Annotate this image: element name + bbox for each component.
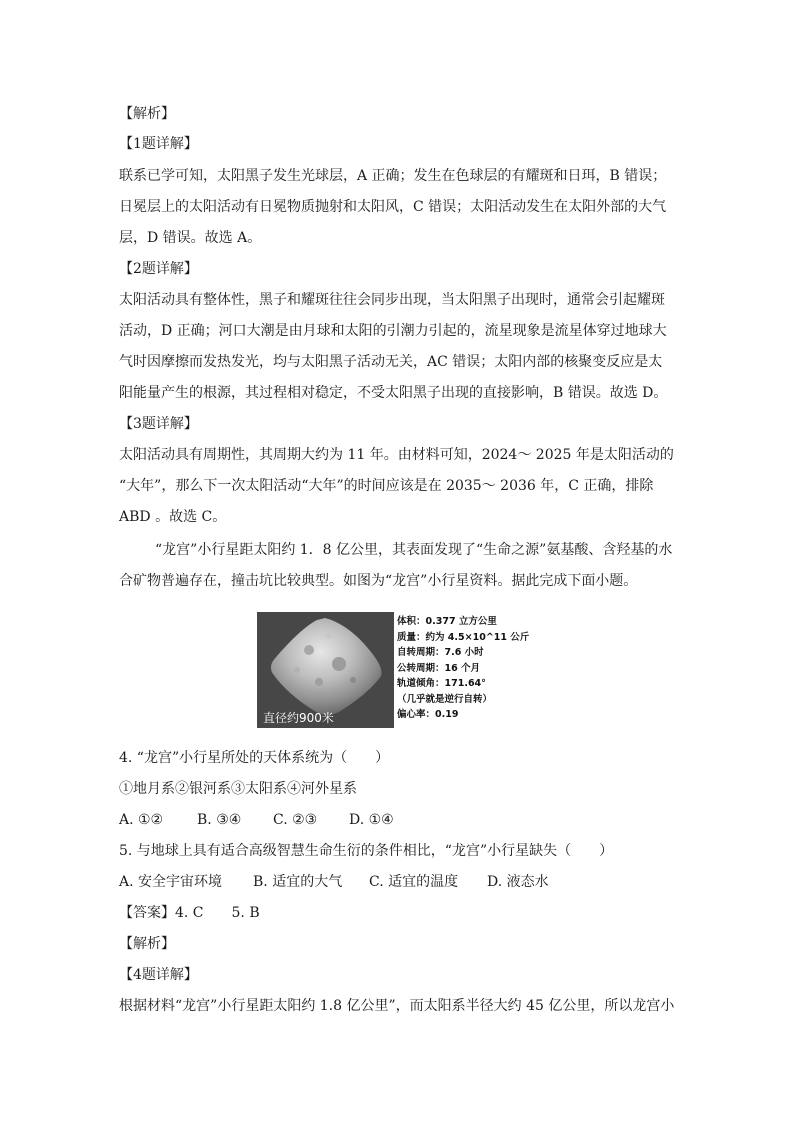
q4-heading: 【4题详解】: [119, 967, 198, 983]
q2-line: 阳能量产生的根源，其过程相对稳定，不受太阳黑子出现的直接影响，B 错误。故选 D。: [119, 385, 668, 401]
q4-analysis-line: 根据材料“龙宫”小行星距太阳约 1.8 亿公里”，而太阳系半径大约 45 亿公里，所以龙宫小: [119, 998, 675, 1014]
spec-rotation-period: 自转周期：7.6 小时: [397, 647, 484, 658]
q3-heading: 【3题详解】: [119, 416, 198, 432]
q1-line: 日冕层上的太阳活动有日冕物质抛射和太阳风，C 错误；太阳活动发生在太阳外部的大气: [119, 199, 667, 215]
spec-eccentricity: 偏心率：0.19: [397, 709, 459, 720]
q4-stem: 4. “龙宫”小行星所处的天体系统为（ ）: [119, 750, 390, 766]
q5-stem: 5. 与地球上具有适合高级智慧生命生衍的条件相比，“龙宫”小行星缺失（ ）: [119, 843, 614, 859]
asteroid-photo: [257, 612, 394, 728]
q1-heading: 【1题详解】: [119, 136, 198, 152]
q5-option-c: C. 适宜的温度: [369, 874, 459, 890]
q4-option-b: B. ③④: [197, 812, 242, 828]
q3-line: 太阳活动具有周期性，其周期大约为 11 年。由材料可知，2024～ 2025 年是太阳活动的: [119, 447, 674, 463]
q1-line: 联系已学可知，太阳黑子发生光球层，A 正确；发生在色球层的有耀斑和日珥，B 错误；: [119, 168, 667, 184]
asteroid-info-figure: [257, 612, 545, 728]
analysis-heading-2: 【解析】: [119, 936, 175, 952]
asteroid-specs: [397, 614, 545, 723]
q1-line: 层，D 错误。故选 A。: [119, 230, 262, 246]
q4-option-d: D. ①④: [349, 812, 394, 828]
q4-options: [119, 810, 679, 830]
q2-line: 太阳活动具有整体性，黑子和耀斑往往会同步出现，当太阳黑子出现时，通常会引起耀斑: [119, 292, 665, 308]
q4-items: ①地月系②银河系③太阳系④河外星系: [119, 781, 357, 797]
q4-option-a: A. ①②: [119, 812, 164, 828]
q5-option-d: D. 液态水: [487, 874, 549, 890]
q5-options: [119, 872, 679, 892]
diameter-label: 直径约900米: [263, 711, 334, 725]
q2-line: 气时因摩擦而发热发光，均与太阳黑子活动无关，AC 错误；太阳内部的核聚变反应是太: [119, 354, 663, 370]
q4-option-c: C. ②③: [273, 812, 318, 828]
q3-line: ABD 。故选 C。: [119, 509, 227, 525]
q5-option-b: B. 适宜的大气: [253, 874, 343, 890]
q2-heading: 【2题详解】: [119, 261, 198, 277]
spec-retrograde-note: （几乎就是逆行自转）: [397, 693, 493, 705]
answer-line: 【答案】4. C 5. B: [119, 905, 260, 921]
spec-mass: 质量：约为 4.5×10^11 公斤: [397, 631, 530, 643]
q2-line: 活动，D 正确；河口大潮是由月球和太阳的引潮力引起的，流星现象是流星体穿过地球大: [119, 323, 667, 339]
spec-inclination: 轨道倾角：171.64°: [397, 678, 486, 689]
analysis-heading: 【解析】: [119, 106, 175, 122]
material-line: 合矿物普遍存在，撞击坑比较典型。如图为“龙宫”小行星资料。据此完成下面小题。: [119, 573, 638, 589]
material-line: “龙宫”小行星距太阳约 1．8 亿公里，其表面发现了“生命之源”氨基酸、含羟基的水: [155, 542, 673, 558]
q3-line: “大年”，那么下一次太阳活动“大年”的时间应该是在 2035～ 2036 年，C 正确，排除: [119, 478, 654, 494]
q5-option-a: A. 安全宇宙环境: [119, 874, 223, 890]
spec-orbital-period: 公转周期：16 个月: [397, 662, 481, 674]
spec-volume: 体积：0.377 立方公里: [397, 616, 497, 627]
